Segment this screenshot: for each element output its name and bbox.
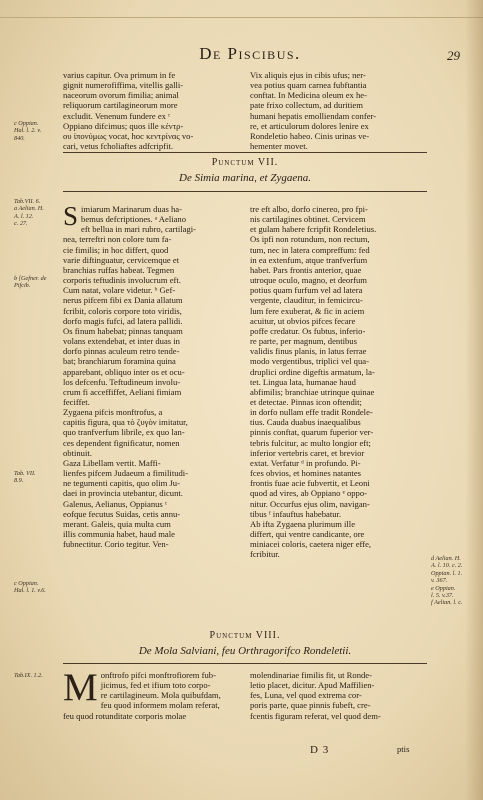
text-line: apparebant, obliquo inter os et ocu- xyxy=(63,366,185,377)
top-right-column xyxy=(250,70,427,151)
text-line: bemus defcriptiones. ᵃ Aeliano xyxy=(81,214,187,225)
text-line: feu quod rotunditate corporis molae xyxy=(63,710,187,721)
text-line: fces obvios, et homines natantes xyxy=(250,468,361,479)
section-rule-top xyxy=(63,152,427,153)
text-line: gignit numerofiffima, vitellis galli- xyxy=(63,80,184,91)
text-line: poffe credatur. Os fubtus, inferio- xyxy=(250,325,366,336)
text-line: frontis fuae acie fubvertit, et Leoni xyxy=(250,478,370,489)
section-8-title: De Mola Salviani, feu Orthragorifco Rondeletii. xyxy=(138,645,352,657)
margin-note-aelian: d Aelian. H. A. l. 10. c. 2. Oppian. l. 1. v. 367. e Oppian. l. 5. v.37. f Aelian. l. c. xyxy=(431,555,463,607)
text-line: Zygaena pifcis monftrofus, a xyxy=(63,407,163,418)
text-line: tet. Lingua lata, humanae haud xyxy=(250,376,356,387)
margin-note-tab-vii-6: Tab.VII. 6. a Aelian. H. A. l. 12. c. 27. xyxy=(14,198,44,228)
text-line: druplici ordine digeftis armatum, la- xyxy=(250,366,375,377)
text-line: inferior vertebris caret, et brevior xyxy=(250,447,365,458)
section-8-right-column xyxy=(250,670,427,721)
text-line: re, et articulorum dolores lenire ex xyxy=(250,120,369,131)
text-line: Os ipfi non rotundum, non rectum, xyxy=(250,234,370,245)
text-line: differt, qui ventre candicante, ore xyxy=(250,529,365,539)
text-line: quod ad vires, ab Oppiano ᵉ oppo- xyxy=(250,488,368,499)
catchword: ptis xyxy=(397,744,410,754)
text-line: tum, nec in latera compreffum: fed xyxy=(250,244,370,255)
text-line: merant. Galeis, quia multa cum xyxy=(63,518,171,529)
text-line: bat; branchiarum foramina quina xyxy=(63,356,176,367)
section-8-label: Punctum VIII. xyxy=(209,630,281,641)
text-line: onftrofo pifci monftrofiorem fub- xyxy=(100,670,216,680)
text-line: varius capitur. Ova primum in fe xyxy=(63,70,176,80)
text-line: los defcenfu. Teftudineum involu- xyxy=(63,376,181,387)
text-line: miniacei coloris, caetera niger effe, xyxy=(250,539,372,550)
text-line: pate frixo collectum, ad duritiem xyxy=(250,100,363,111)
top-left-column xyxy=(63,70,240,151)
text-line: dorfo pinnas aculeum retro tende- xyxy=(63,346,180,357)
text-line: reliquorum cartilagineorum more xyxy=(63,100,178,111)
text-line: excludit. Venenum fundere ex ᶜ xyxy=(63,110,171,121)
text-line: vea potius quam carnea fubftantia xyxy=(250,80,367,91)
margin-note-oppian: c Oppian. Hal. l. 2. v. 840. xyxy=(14,120,42,142)
text-line: Galenus, Aelianus, Oppianus ᶜ xyxy=(63,498,168,509)
text-line: et gulam habere fcripfit Rondeletius. xyxy=(250,224,377,235)
section-7-left-column xyxy=(63,201,240,550)
section-7-first-line: imiarum Marinarum duas ha- xyxy=(81,204,182,214)
section-7-right-column xyxy=(250,204,427,559)
text-line: obtinuit. xyxy=(63,447,92,458)
margin-note-tab-vii-89: Tab. VII. 8.9. xyxy=(14,470,36,485)
dropcap-s: S xyxy=(63,201,79,231)
text-line: poris parte, quae pinnis fubeft, cre- xyxy=(250,700,371,711)
text-line: dorfo magis fufci, ad latera pallidi. xyxy=(63,315,183,326)
section-7-label: Punctum VII. xyxy=(211,157,279,168)
text-line: nerus pifcem fibi ex Dania allatum xyxy=(63,295,183,306)
section-rule-7 xyxy=(63,191,427,192)
text-line: Rondeletio habeo. Cinis urinas ve- xyxy=(250,130,370,141)
section-8-left-column xyxy=(63,666,240,721)
text-line: nitur. Occurfus ejus olim, navigan- xyxy=(250,498,370,509)
section-rule-8 xyxy=(63,663,427,664)
running-title: De Piscibus. xyxy=(199,44,301,63)
top-edge-rule xyxy=(0,17,483,18)
text-line: tius. Cauda duabus inaequalibus xyxy=(250,417,361,428)
text-line: re parte, per magnum, dentibus xyxy=(250,336,357,347)
text-line: ne tegumenti capitis, quo olim Ju- xyxy=(63,478,180,489)
text-line: capitis figura, qua τὸ ζυγὸν imitatur, xyxy=(63,417,188,428)
text-line: molendinariae fimilis fit, ut Ronde- xyxy=(250,670,372,680)
text-line: illis communia habet, haud male xyxy=(63,529,175,539)
text-line: eft bellua in mari rubro, cartilagi- xyxy=(81,224,197,235)
text-line: ces dependent fignificatur, nomen xyxy=(63,437,180,448)
text-line: tre eft albo, dorfo cinereo, pro fpi- xyxy=(250,204,368,214)
text-line: modo vergentibus, triplici vel qua- xyxy=(250,356,369,367)
text-line: branchias ruffas habeat. Tegmen xyxy=(63,264,175,275)
text-line: Cum natat, volare videtur. ᵇ Gef- xyxy=(63,285,176,296)
text-line: fubnectitur. Corio tegitur. Ven- xyxy=(63,539,169,550)
text-line: nis cartilagines obtinet. Cervicem xyxy=(250,214,366,225)
text-line: Oppiano difcimus; quos ille κέντρ- xyxy=(63,120,184,131)
text-line: abfimilis; branchiae utrinque quinae xyxy=(250,386,375,397)
text-line: Ab ifta Zygaena plurimum ille xyxy=(250,518,356,529)
text-line: daei in provincia utebantur, dicunt. xyxy=(63,488,183,499)
text-line: cari, vetus fcholiaftes adfcripfit. xyxy=(63,141,173,152)
text-line: cie fimilis; in hoc differt, quod xyxy=(63,244,169,255)
text-line: fcentis figuram referat, vel quod dem- xyxy=(250,710,381,721)
text-line: Vix aliquis ejus in cibis ufus; ner- xyxy=(250,70,366,80)
section-7-left-lines xyxy=(63,214,240,549)
text-line: in dorfo nullam effe tradit Rondele- xyxy=(250,407,373,418)
text-line: corporis teftudinis involucrum eft. xyxy=(63,275,181,286)
text-line: fcribitur. xyxy=(250,549,280,560)
text-line: hementer movet. xyxy=(250,141,308,152)
text-line: nea, terreftri non colore tum fa- xyxy=(63,234,172,245)
text-line: in ea extenfum, atque tranfverfum xyxy=(250,254,368,265)
text-line: acuitur, ut obvios pifces fecare xyxy=(250,315,356,326)
text-line: lienfes pifcem Judaeum a fimilitudi- xyxy=(63,468,189,479)
text-line: jicimus, fed et ifium toto corpo- xyxy=(100,680,211,691)
text-line: re cartilagineum. Mola quibufdam, xyxy=(100,690,221,701)
text-line: vergente, clauditur, in femicircu- xyxy=(250,295,363,306)
text-line: feciffet. xyxy=(63,396,90,407)
text-line: varie diftinguatur, cervicemque et xyxy=(63,254,180,265)
text-line: extat. Verfatur ᵈ in profundo. Pi- xyxy=(250,457,361,468)
text-line: habet. Pars frontis anterior, quae xyxy=(250,264,362,275)
text-line: volans extendebat, et inter duas in xyxy=(63,336,180,347)
text-line: lum fere exuberat, & fic in aciem xyxy=(250,305,365,316)
page-edge-shadow xyxy=(465,0,483,800)
text-line: validis finus planis, in latus ferrae xyxy=(250,346,367,357)
text-line: conftat. In Medicina oleum ex he- xyxy=(250,90,367,101)
text-line: pinnis conftat, quarum fuperior ver- xyxy=(250,427,374,438)
margin-note-gesner: b [Gefner. de Pifcib. xyxy=(14,275,47,290)
signature-mark: D 3 xyxy=(310,744,330,756)
text-line: tibus ᶠ infauftus habebatur. xyxy=(250,508,342,519)
text-line: crum fi acceffiffet, Aeliani fimiam xyxy=(63,386,182,397)
margin-note-oppian-hal: c Oppian. Hal. l. 1. v.6. xyxy=(14,580,46,595)
text-line: tebris fulcitur, ac multo longior eft; xyxy=(250,437,371,448)
margin-note-tab-ix: Tab.IX. 1.2. xyxy=(14,672,43,679)
text-line: eofque fecutus Suidas, cetis annu- xyxy=(63,508,181,519)
text-line: humani hepatis emolliendam confer- xyxy=(250,110,377,121)
text-line: Os finum habebat; pinnas tanquam xyxy=(63,325,183,336)
text-line: ου ἰπονύμως vocat, hoc κεντρίνας vo- xyxy=(63,130,194,141)
text-line: naceorum ovorum fimilia; animal xyxy=(63,90,179,101)
text-line: Gaza Libellam vertit. Maffi- xyxy=(63,457,161,468)
text-line: feu quod informem molam referat, xyxy=(100,700,220,711)
text-line: quo tranfverfum librile, ex quo lan- xyxy=(63,427,185,438)
text-line: et detectae. Pinnas icon oftendit; xyxy=(250,396,362,407)
page-number: 29 xyxy=(447,48,460,63)
text-line: fcribit, coloris corpore toto viridis, xyxy=(63,305,182,316)
dropcap-m: M xyxy=(63,666,98,709)
text-line: fes, Luna, vel quod extrema cor- xyxy=(250,690,362,701)
section-7-title: De Simia marina, et Zygaena. xyxy=(179,172,311,184)
text-line: utroque oculo, magno, et deorfum xyxy=(250,275,367,286)
text-line: letio placet, dicitur. Apud Maffilien- xyxy=(250,680,375,691)
text-line: potius quam furfum vel ad latera xyxy=(250,285,363,296)
